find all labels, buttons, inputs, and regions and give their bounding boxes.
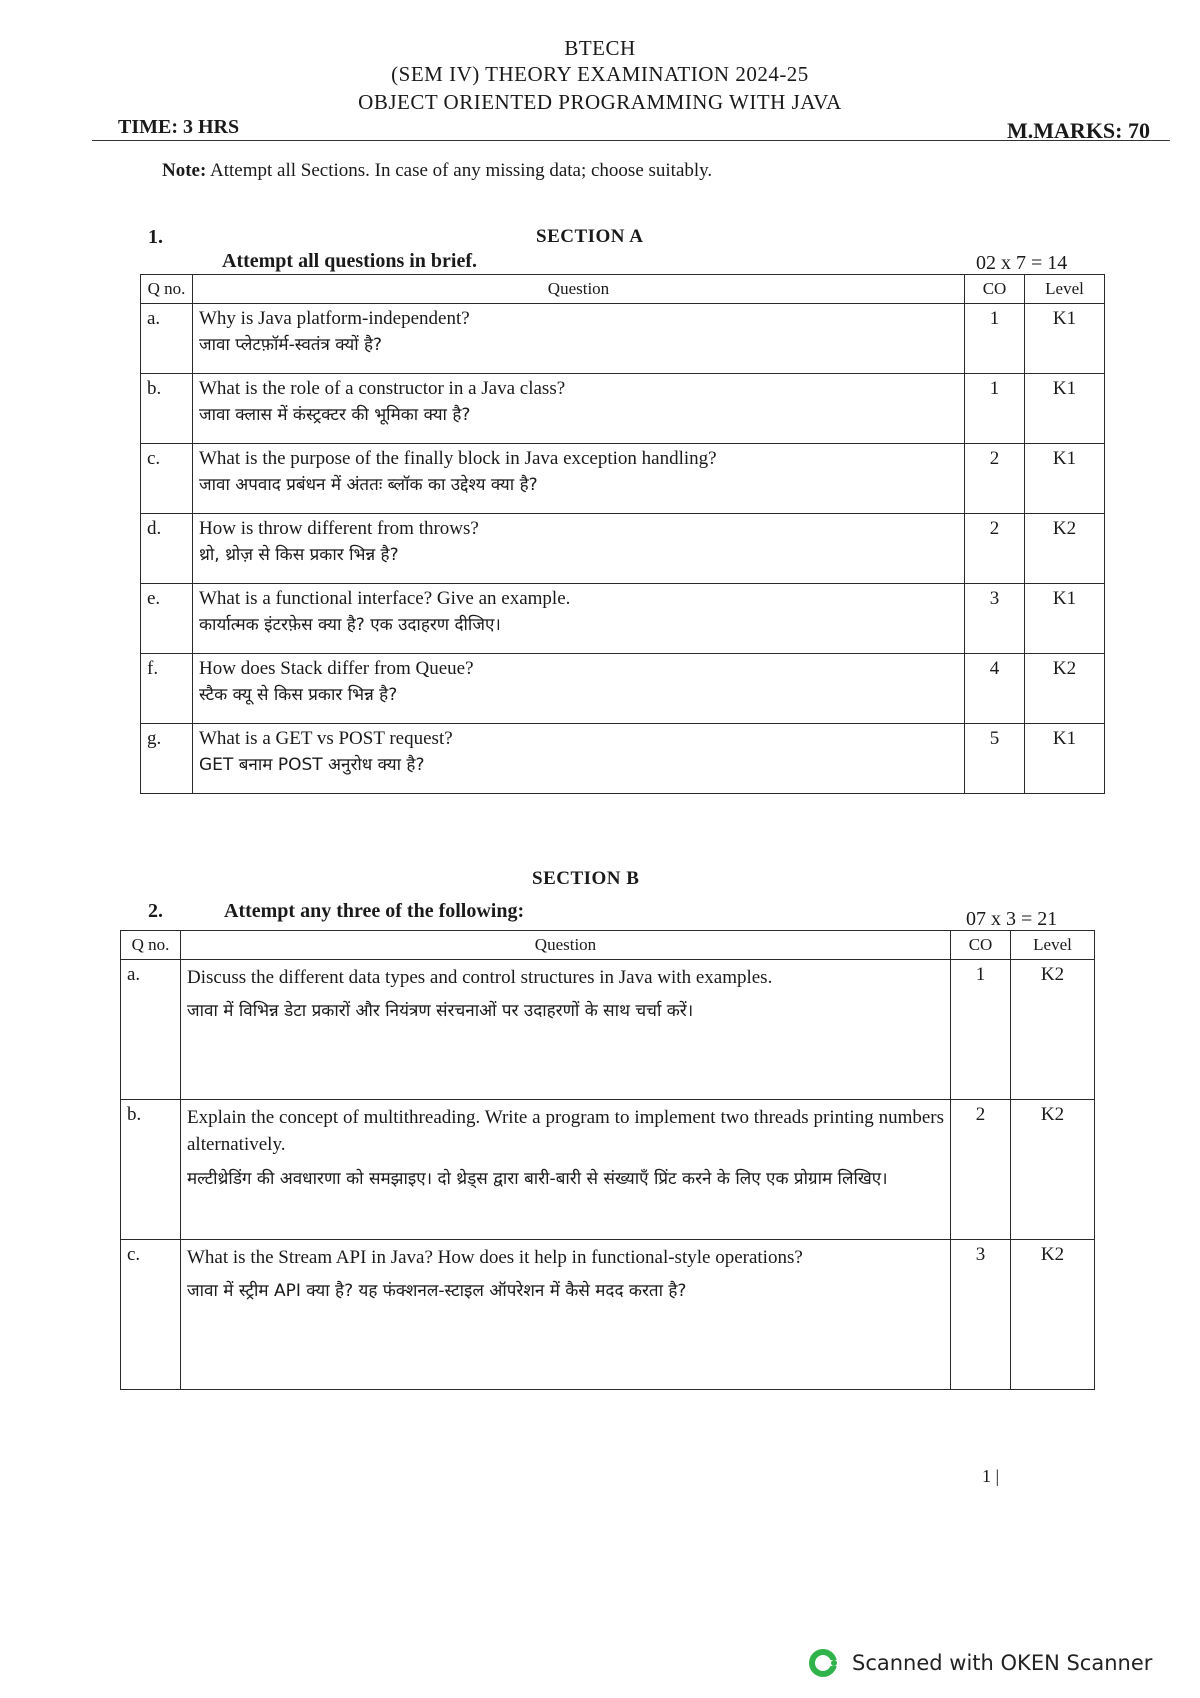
question-hindi: जावा प्लेटफ़ॉर्म-स्वतंत्र क्यों है? [199,334,383,355]
section-a-header-row [141,275,1105,304]
course-outcome: 2 [951,1099,1011,1239]
question-hindi: थ्रो, थ्रोज़ से किस प्रकार भिन्न है? [199,544,399,565]
question-number: f. [141,653,193,723]
co-header: CO [951,931,1011,960]
question-row [141,583,1105,653]
question-english: What is a GET vs POST request? [199,727,453,749]
section-a-table [140,274,1105,794]
section-a-title: SECTION A [536,226,644,247]
section-b-title: SECTION B [532,868,640,889]
question-text [193,373,965,443]
question-row [141,723,1105,793]
question-row [141,373,1105,443]
bloom-level: K1 [1025,723,1105,793]
scanner-text: Scanned with OKEN Scanner [852,1651,1153,1675]
max-marks: M.MARKS: 70 [1007,118,1150,143]
question-english: How does Stack differ from Queue? [199,657,474,679]
bloom-level: K1 [1025,583,1105,653]
question-english: Why is Java platform-independent? [199,307,470,329]
question-text [181,1239,951,1389]
question-text [193,583,965,653]
section-b-header-row [121,931,1095,960]
question-english: Discuss the different data types and control structures in Java with examples. [187,966,773,988]
question-header: Question [181,931,951,960]
section-b-table [120,930,1095,1390]
course-outcome: 2 [965,443,1025,513]
question-text [193,303,965,373]
question-text [193,443,965,513]
question-row [141,443,1105,513]
qno-header: Q no. [141,275,193,304]
bloom-level: K2 [1025,653,1105,723]
section-a-instruction: Attempt all questions in brief. [222,250,477,272]
course-heading: BTECH [564,36,636,60]
course-outcome: 3 [965,583,1025,653]
question-number: g. [141,723,193,793]
question-row [121,1099,1095,1239]
question-row [121,959,1095,1099]
question-number: b. [141,373,193,443]
bloom-level: K1 [1025,373,1105,443]
section-b-instruction: Attempt any three of the following: [224,900,525,922]
question-english: What is a functional interface? Give an example. [199,587,571,609]
course-outcome: 1 [965,373,1025,443]
question-hindi: स्टैक क्यू से किस प्रकार भिन्न है? [199,684,398,705]
question-row [141,303,1105,373]
exam-note [162,160,712,182]
bloom-level: K1 [1025,443,1105,513]
note-text: Attempt all Sections. In case of any missing data; choose suitably. [210,160,713,181]
question-hindi: जावा अपवाद प्रबंधन में अंततः ब्लॉक का उद्देश्य क्या है? [199,474,538,495]
co-header: CO [965,275,1025,304]
note-label: Note: [162,160,207,181]
question-number: e. [141,583,193,653]
question-number: b. [121,1099,181,1239]
course-outcome: 3 [951,1239,1011,1389]
course-outcome: 1 [951,959,1011,1099]
question-hindi: GET बनाम POST अनुरोध क्या है? [199,754,425,775]
question-number: c. [141,443,193,513]
question-english: What is the role of a constructor in a Java class? [199,377,566,399]
bloom-level: K2 [1011,1099,1095,1239]
exam-time: TIME: 3 HRS [118,116,240,138]
course-outcome: 2 [965,513,1025,583]
question-number: c. [121,1239,181,1389]
level-header: Level [1011,931,1095,960]
question-english: What is the Stream API in Java? How does it help in functional-style operations? [187,1246,803,1268]
course-outcome: 5 [965,723,1025,793]
question-row [141,513,1105,583]
qno-header: Q no. [121,931,181,960]
bloom-level: K1 [1025,303,1105,373]
course-outcome: 4 [965,653,1025,723]
question-hindi: मल्टीथ्रेडिंग की अवधारणा को समझाइए। दो थ्रेड्स द्वारा बारी-बारी से संख्याएँ प्रिंट करने के लिए एक प्रोग्राम लिखिए। [187,1168,888,1189]
exam-heading: (SEM IV) THEORY EXAMINATION 2024-25 [391,62,809,86]
scanner-watermark [808,1648,1152,1678]
question-text [181,959,951,1099]
question-english: What is the purpose of the finally block in Java exception handling? [199,447,717,469]
question-english: Explain the concept of multithreading. Write a program to implement two threads printing numbers alternatively. [187,1106,944,1156]
level-header: Level [1025,275,1105,304]
question-row [121,1239,1095,1389]
bloom-level: K2 [1025,513,1105,583]
question-hindi: जावा में विभिन्न डेटा प्रकारों और नियंत्रण संरचनाओं पर उदाहरणों के साथ चर्चा करें। [187,1001,694,1022]
question-text [193,723,965,793]
course-outcome: 1 [965,303,1025,373]
bloom-level: K2 [1011,959,1095,1099]
question-number: a. [141,303,193,373]
question-hindi: जावा में स्ट्रीम API क्या है? यह फंक्शनल-स्टाइल ऑपरेशन में कैसे मदद करता है? [187,1281,687,1302]
question-header: Question [193,275,965,304]
page-number: 1 | [982,1466,1000,1486]
question-english: How is throw different from throws? [199,517,479,539]
question-number: d. [141,513,193,583]
question-hindi: जावा क्लास में कंस्ट्रक्टर की भूमिका क्या है? [199,404,471,425]
question-row [141,653,1105,723]
scanner-logo-icon [808,1648,840,1678]
section-b-marks: 07 x 3 = 21 [966,908,1058,930]
header-divider [92,140,1170,141]
question-text [181,1099,951,1239]
subject-heading: OBJECT ORIENTED PROGRAMMING WITH JAVA [358,90,842,114]
section-a-number: 1. [148,226,163,248]
section-b-number: 2. [148,900,163,922]
question-text [193,513,965,583]
question-text [193,653,965,723]
question-number: a. [121,959,181,1099]
question-hindi: कार्यात्मक इंटरफ़ेस क्या है? एक उदाहरण दीजिए। [199,614,501,635]
section-a-marks: 02 x 7 = 14 [976,252,1068,274]
bloom-level: K2 [1011,1239,1095,1389]
